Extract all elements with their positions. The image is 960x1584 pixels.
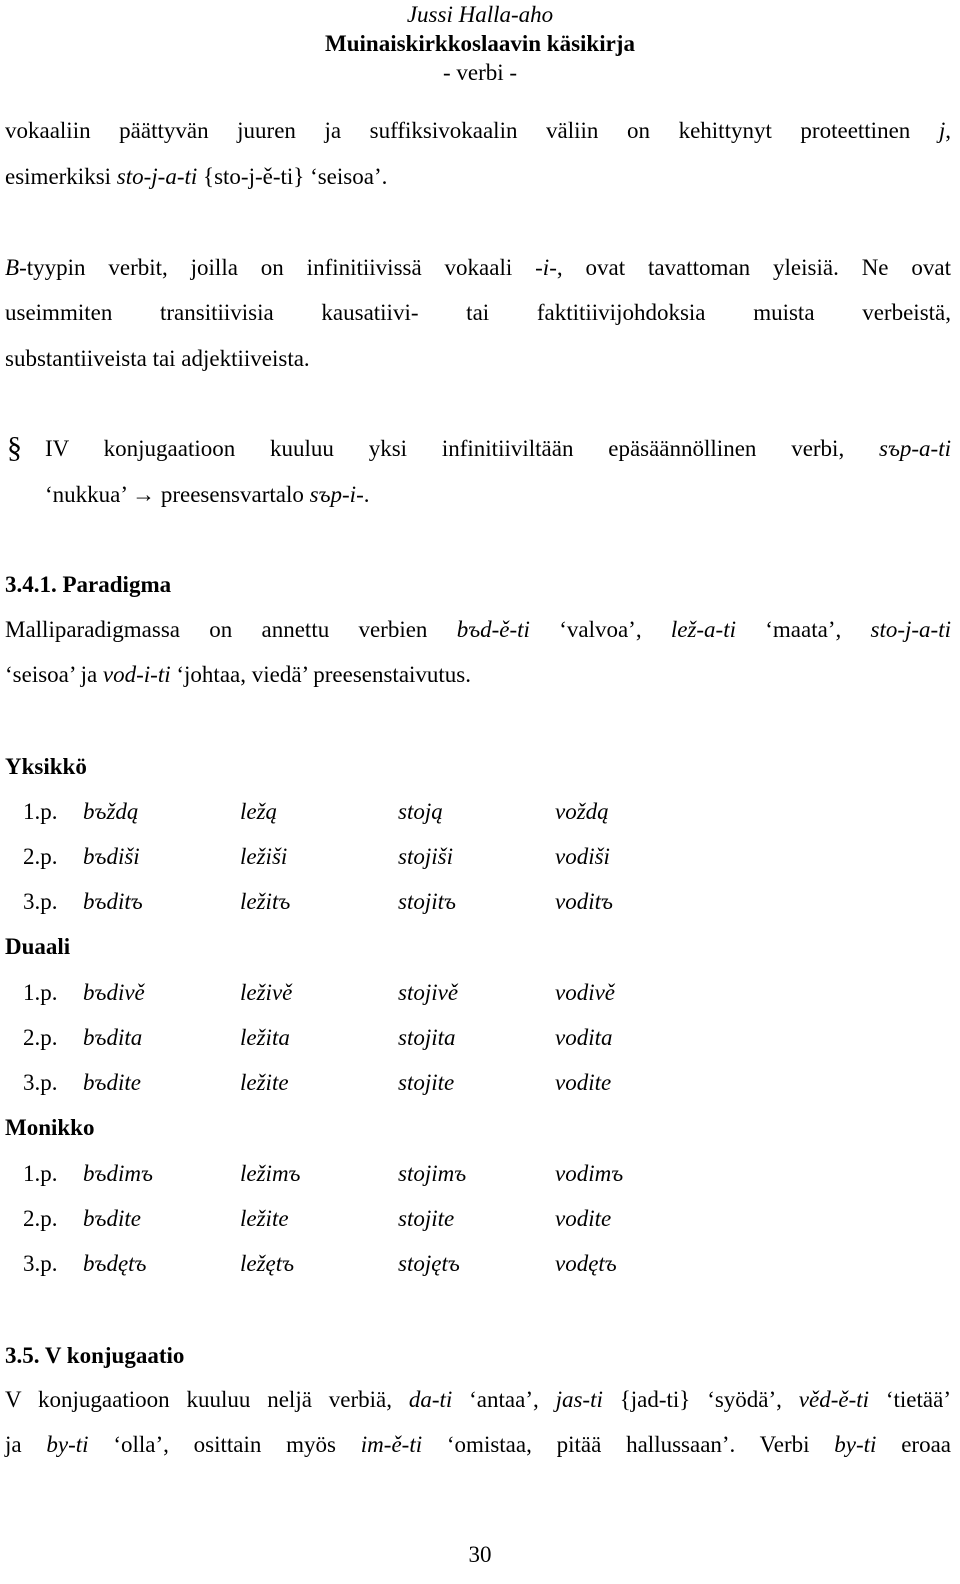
header-title: Muinaiskirkkoslaavin käsikirja: [325, 31, 635, 56]
para2-line1: B-tyypin verbit, joilla on infinitiivissä vokaali -i-, ovat tavattoman yleisiä. Ne ovat: [5, 255, 951, 280]
para2-line3: substantiiveista tai adjektiiveista.: [5, 346, 310, 371]
table-row: 2.p. bъdite ležite stojite vodite: [23, 1206, 612, 1231]
table-row: 3.p. bъdite ležite stojite vodite: [23, 1070, 612, 1095]
label-dual: Duaali: [5, 934, 71, 959]
table-row: 3.p. bъditъ ležitъ stojitъ voditъ: [23, 889, 613, 914]
section-heading-v-konjugaatio: 3.5. V konjugaatio: [5, 1343, 185, 1368]
para3-line2: ‘nukkua’ → preesensvartalo sъp-i-.: [45, 482, 370, 507]
table-row: 3.p. bъdętъ ležętъ stojętъ vodętъ: [23, 1251, 617, 1276]
para3-line1: IV konjugaatioon kuuluu yksi infinitiiviltään epäsäännöllinen verbi, sъp-a-ti: [45, 436, 951, 461]
section-line1: Malliparadigmassa on annettu verbien bъd-ě-ti ‘valvoa’, lež-a-ti ‘maata’, sto-j-a-ti: [5, 617, 951, 642]
section-heading-paradigma: 3.4.1. Paradigma: [5, 572, 172, 597]
page-header: [0, 0, 960, 87]
table-row: 1.p. bъždą ležą stoją voždą: [23, 799, 609, 824]
page-number: 30: [468, 1542, 492, 1567]
table-row: 1.p. bъdivě leživě stojivě vodivě: [23, 980, 616, 1005]
section2-line1: V konjugaatioon kuuluu neljä verbiä, da-ti ‘antaa’, jas-ti {jad-ti} ‘syödä’, věd-ě-ti ‘tietää’: [5, 1387, 951, 1412]
label-plural: Monikko: [5, 1115, 95, 1140]
section2-line2: ja by-ti ‘olla’, osittain myös im-ě-ti ‘omistaa, pitää hallussaan’. Verbi by-ti eroaa: [5, 1432, 952, 1457]
label-singular: Yksikkö: [5, 754, 87, 779]
table-row: 2.p. bъdiši ležiši stojiši vodiši: [23, 844, 610, 869]
para2-line2: useimmiten transitiivisia kausatiivi- tai faktitiivijohdoksia muista verbeistä,: [5, 300, 951, 325]
table-row: 1.p. bъdimъ ležimъ stojimъ vodimъ: [23, 1161, 624, 1186]
para1-line1: vokaaliin päättyvän juuren ja suffiksivokaalin väliin on kehittynyt proteettinen j,: [5, 118, 951, 143]
header-author: Jussi Halla-aho: [406, 2, 554, 27]
header-section: - verbi -: [442, 60, 518, 85]
svg-text:§: §: [7, 431, 22, 464]
table-row: 2.p. bъdita ležita stojita vodita: [23, 1025, 613, 1050]
para1-line2: esimerkiksi sto-j-a-ti {sto-j-ě-ti} ‘seisoa’.: [5, 164, 388, 189]
section-line2: ‘seisoa’ ja vod-i-ti ‘johtaa, viedä’ preesenstaivutus.: [5, 662, 472, 687]
section-sign-icon: [5, 425, 35, 465]
